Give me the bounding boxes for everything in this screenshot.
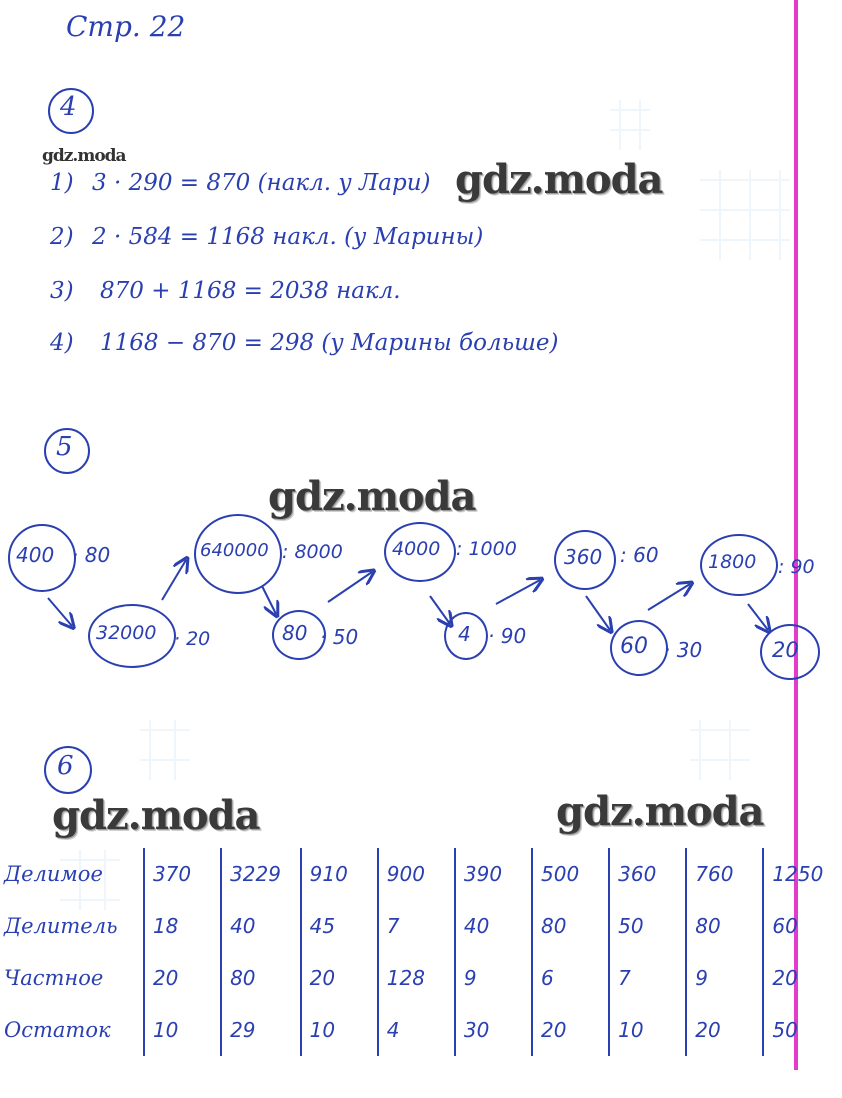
arrow-3 (262, 586, 276, 614)
task4-line-4: 1168 − 870 = 298 (у Марины больше) (100, 330, 559, 356)
task4-line-1: 3 · 290 = 870 (накл. у Лари) (92, 170, 431, 196)
table-cell: 20 (144, 952, 221, 1004)
table-cell: 50 (763, 1004, 842, 1056)
chain-value-4: 80 (282, 621, 308, 645)
chain-value-8: 60 (620, 634, 648, 659)
table-cell: 500 (532, 848, 609, 900)
arrow-6 (496, 580, 540, 604)
table-cell: 20 (763, 952, 842, 1004)
chain-value-7: 360 (564, 545, 603, 569)
table-cell: 9 (455, 952, 532, 1004)
task5-number: 5 (56, 432, 73, 462)
row-label: Делимое (4, 862, 103, 886)
watermark-small: gdz.moda (42, 146, 126, 166)
watermark-task6-right: gdz.moda (556, 788, 764, 835)
arrow-7 (586, 596, 610, 630)
table-row-remainder (4, 1004, 842, 1056)
table-cell: 18 (144, 900, 221, 952)
chain-value-9: 1800 (708, 551, 757, 573)
task4-line-2: 2 · 584 = 1168 накл. (у Марины) (92, 224, 484, 250)
arrow-1 (48, 598, 72, 626)
row-label: Частное (4, 966, 104, 990)
page-reference: Стр. 22 (66, 10, 186, 43)
task4-line-2-num: 2) (50, 224, 74, 250)
arrow-5 (430, 596, 450, 624)
chain-op-8: · 30 (664, 638, 703, 662)
arrow-8 (648, 584, 690, 610)
arrow-2 (162, 560, 186, 600)
chain-op-4: · 50 (320, 625, 359, 649)
watermark-task4: gdz.moda (455, 156, 663, 203)
table-cell: 10 (301, 1004, 378, 1056)
table-cell: 20 (301, 952, 378, 1004)
arrow-4 (328, 572, 372, 602)
table-cell: 760 (686, 848, 763, 900)
table-cell: 3229 (221, 848, 301, 900)
row-label: Остаток (4, 1018, 111, 1042)
table-cell: 50 (609, 900, 686, 952)
table-cell: 80 (221, 952, 301, 1004)
table-cell: 390 (455, 848, 532, 900)
table-cell: 80 (686, 900, 763, 952)
table-cell: 60 (763, 900, 842, 952)
watermark-task5: gdz.moda (268, 473, 476, 520)
chain-value-1: 400 (16, 543, 55, 567)
chain-op-5: : 1000 (456, 538, 517, 560)
table-cell: 7 (609, 952, 686, 1004)
division-table (4, 848, 842, 1056)
table-cell: 10 (609, 1004, 686, 1056)
table-cell: 1250 (763, 848, 842, 900)
table-cell: 360 (609, 848, 686, 900)
chain-value-10: 20 (772, 638, 799, 662)
table-cell: 900 (378, 848, 455, 900)
chain-value-2: 32000 (96, 622, 157, 644)
table-cell: 10 (144, 1004, 221, 1056)
task4-line-1-num: 1) (50, 170, 74, 196)
task4-line-3: 870 + 1168 = 2038 накл. (100, 278, 401, 304)
table-cell: 80 (532, 900, 609, 952)
table-cell: 29 (221, 1004, 301, 1056)
table-cell: 40 (455, 900, 532, 952)
chain-op-6: · 90 (488, 624, 527, 648)
task4-line-4-num: 4) (50, 330, 74, 356)
table-cell: 20 (686, 1004, 763, 1056)
chain-value-5: 4000 (392, 538, 441, 560)
chain-op-2: · 20 (174, 628, 211, 650)
chain-op-7: : 60 (620, 543, 659, 567)
chain-op-3: : 8000 (282, 541, 343, 563)
table-row-divisor (4, 900, 842, 952)
table-cell: 6 (532, 952, 609, 1004)
task6-number: 6 (57, 751, 74, 781)
task4-line-3-num: 3) (50, 278, 74, 304)
table-row-quotient (4, 952, 842, 1004)
chain-value-6: 4 (458, 622, 471, 646)
arrow-9 (748, 604, 768, 630)
table-cell: 30 (455, 1004, 532, 1056)
watermark-task6-left: gdz.moda (52, 792, 260, 839)
task4-number: 4 (60, 92, 77, 122)
table-cell: 20 (532, 1004, 609, 1056)
chain-op-9: : 90 (778, 556, 815, 578)
table-row-dividend (4, 848, 842, 900)
table-cell: 7 (378, 900, 455, 952)
table-cell: 45 (301, 900, 378, 952)
table-cell: 128 (378, 952, 455, 1004)
table-cell: 370 (144, 848, 221, 900)
table-cell: 910 (301, 848, 378, 900)
table-cell: 4 (378, 1004, 455, 1056)
table-cell: 9 (686, 952, 763, 1004)
table-cell: 40 (221, 900, 301, 952)
chain-value-3: 640000 (200, 540, 269, 561)
chain-op-1: · 80 (72, 543, 111, 567)
row-label: Делитель (4, 914, 118, 938)
